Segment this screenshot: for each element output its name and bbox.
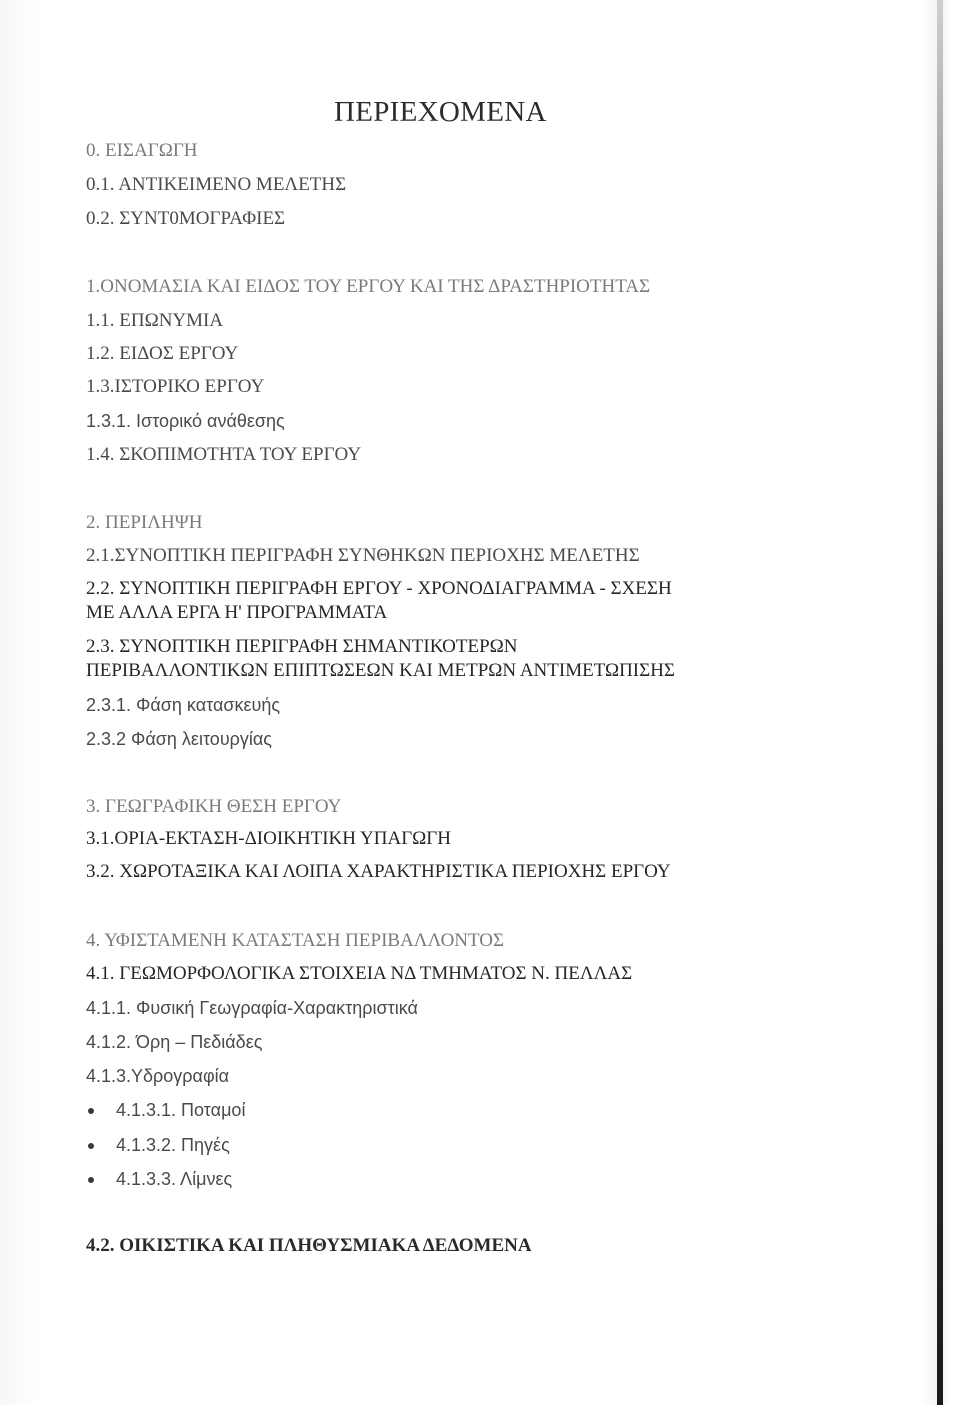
toc-entry-4-2: 4.2. ΟΙΚΙΣΤΙΚΑ ΚΑΙ ΠΛΗΘΥΣΜΙΑΚΑ ΔΕΔΟΜΕΝΑ <box>86 1235 532 1256</box>
toc-entry-1-3: 1.3.ΙΣΤΟΡΙΚΟ ΕΡΓΟΥ <box>86 376 265 397</box>
toc-entry-1: 1.ΟΝΟΜΑΣΙΑ ΚΑΙ ΕΙΔΟΣ ΤΟΥ ΕΡΓΟΥ ΚΑΙ ΤΗΣ ΔΡΑΣΤΗΡΙΟΤΗΤΑΣ <box>86 276 651 297</box>
toc-entry-2: 2. ΠΕΡΙΛΗΨΗ <box>86 512 203 533</box>
toc-entry-4-1-3-3: 4.1.3.3. Λίμνες <box>116 1169 233 1189</box>
toc-entry-4-1-3: 4.1.3.Υδρογραφία <box>86 1066 230 1086</box>
toc-entry-2-1: 2.1.ΣΥΝΟΠΤΙΚΗ ΠΕΡΙΓΡΑΦΗ ΣΥΝΘΗΚΩΝ ΠΕΡΙΟΧΗΣ ΜΕΛΕΤΗΣ <box>86 545 640 566</box>
toc-entry-0-1: 0.1. ΑΝΤΙΚΕΙΜΕΝΟ ΜΕΛΕΤΗΣ <box>86 174 347 195</box>
toc-entry-1-2: 1.2. ΕΙΔΟΣ ΕΡΓΟΥ <box>86 343 239 364</box>
page-edge-shadow <box>937 0 943 1405</box>
bullet-icon <box>88 1108 94 1114</box>
toc-entry-2-2-cont: ΜΕ ΑΛΛΑ ΕΡΓΑ Η' ΠΡΟΓΡΑΜΜΑΤΑ <box>86 602 388 623</box>
toc-entry-3-2: 3.2. ΧΩΡΟΤΑΞΙΚΑ ΚΑΙ ΛΟΙΠΑ ΧΑΡΑΚΤΗΡΙΣΤΙΚΑ ΠΕΡΙΟΧΗΣ ΕΡΓΟΥ <box>86 861 671 882</box>
toc-entry-4-1-1: 4.1.1. Φυσική Γεωγραφία-Χαρακτηριστικά <box>86 998 418 1018</box>
toc-entry-0-2: 0.2. ΣΥΝΤ0ΜΟΓΡΑΦΙΕΣ <box>86 208 286 229</box>
toc-entry-0: 0. ΕΙΣΑΓΩΓΗ <box>86 140 198 161</box>
toc-entry-3: 3. ΓΕΩΓΡΑΦΙΚΗ ΘΕΣΗ ΕΡΓΟΥ <box>86 796 342 817</box>
bullet-icon <box>88 1143 94 1149</box>
toc-entry-2-3: 2.3. ΣΥΝΟΠΤΙΚΗ ΠΕΡΙΓΡΑΦΗ ΣΗΜΑΝΤΙΚΟΤΕΡΩΝ <box>86 636 518 657</box>
toc-entry-2-3-1: 2.3.1. Φάση κατασκευής <box>86 695 281 715</box>
toc-entry-2-2: 2.2. ΣΥΝΟΠΤΙΚΗ ΠΕΡΙΓΡΑΦΗ ΕΡΓΟΥ - ΧΡΟΝΟΔΙΑΓΡΑΜΜΑ - ΣΧΕΣΗ <box>86 578 672 599</box>
toc-entry-1-4: 1.4. ΣΚΟΠΙΜΟΤΗΤΑ ΤΟΥ ΕΡΓΟΥ <box>86 444 362 465</box>
bullet-icon <box>88 1177 94 1183</box>
toc-entry-1-3-1: 1.3.1. Ιστορικό ανάθεσης <box>86 411 285 431</box>
toc-entry-4-1-3-2: 4.1.3.2. Πηγές <box>116 1135 230 1155</box>
toc-entry-2-3-2: 2.3.2 Φάση λειτουργίας <box>86 729 272 749</box>
toc-entry-3-1: 3.1.ΟΡΙΑ-ΕΚΤΑΣΗ-ΔΙΟΙΚΗΤΙΚΗ ΥΠΑΓΩΓΗ <box>86 828 451 849</box>
toc-entry-4-1-2: 4.1.2. Όρη – Πεδιάδες <box>86 1032 263 1052</box>
page-title: ΠΕΡΙΕΧΟΜΕΝΑ <box>334 96 547 128</box>
toc-entry-1-1: 1.1. ΕΠΩΝΥΜΙΑ <box>86 310 224 331</box>
toc-entry-4: 4. ΥΦΙΣΤΑΜΕΝΗ ΚΑΤΑΣΤΑΣΗ ΠΕΡΙΒΑΛΛΟΝΤΟΣ <box>86 930 505 951</box>
toc-entry-4-1: 4.1. ΓΕΩΜΟΡΦΟΛΟΓΙΚΑ ΣΤΟΙΧΕΙΑ ΝΔ ΤΜΗΜΑΤΟΣ Ν. ΠΕΛΛΑΣ <box>86 963 633 984</box>
toc-entry-2-3-cont: ΠΕΡΙΒΑΛΛΟΝΤΙΚΩΝ ΕΠΙΠΤΩΣΕΩΝ ΚΑΙ ΜΕΤΡΩΝ ΑΝΤΙΜΕΤΩΠΙΣΗΣ <box>86 660 675 681</box>
toc-entry-4-1-3-1: 4.1.3.1. Ποταμοί <box>116 1100 246 1120</box>
